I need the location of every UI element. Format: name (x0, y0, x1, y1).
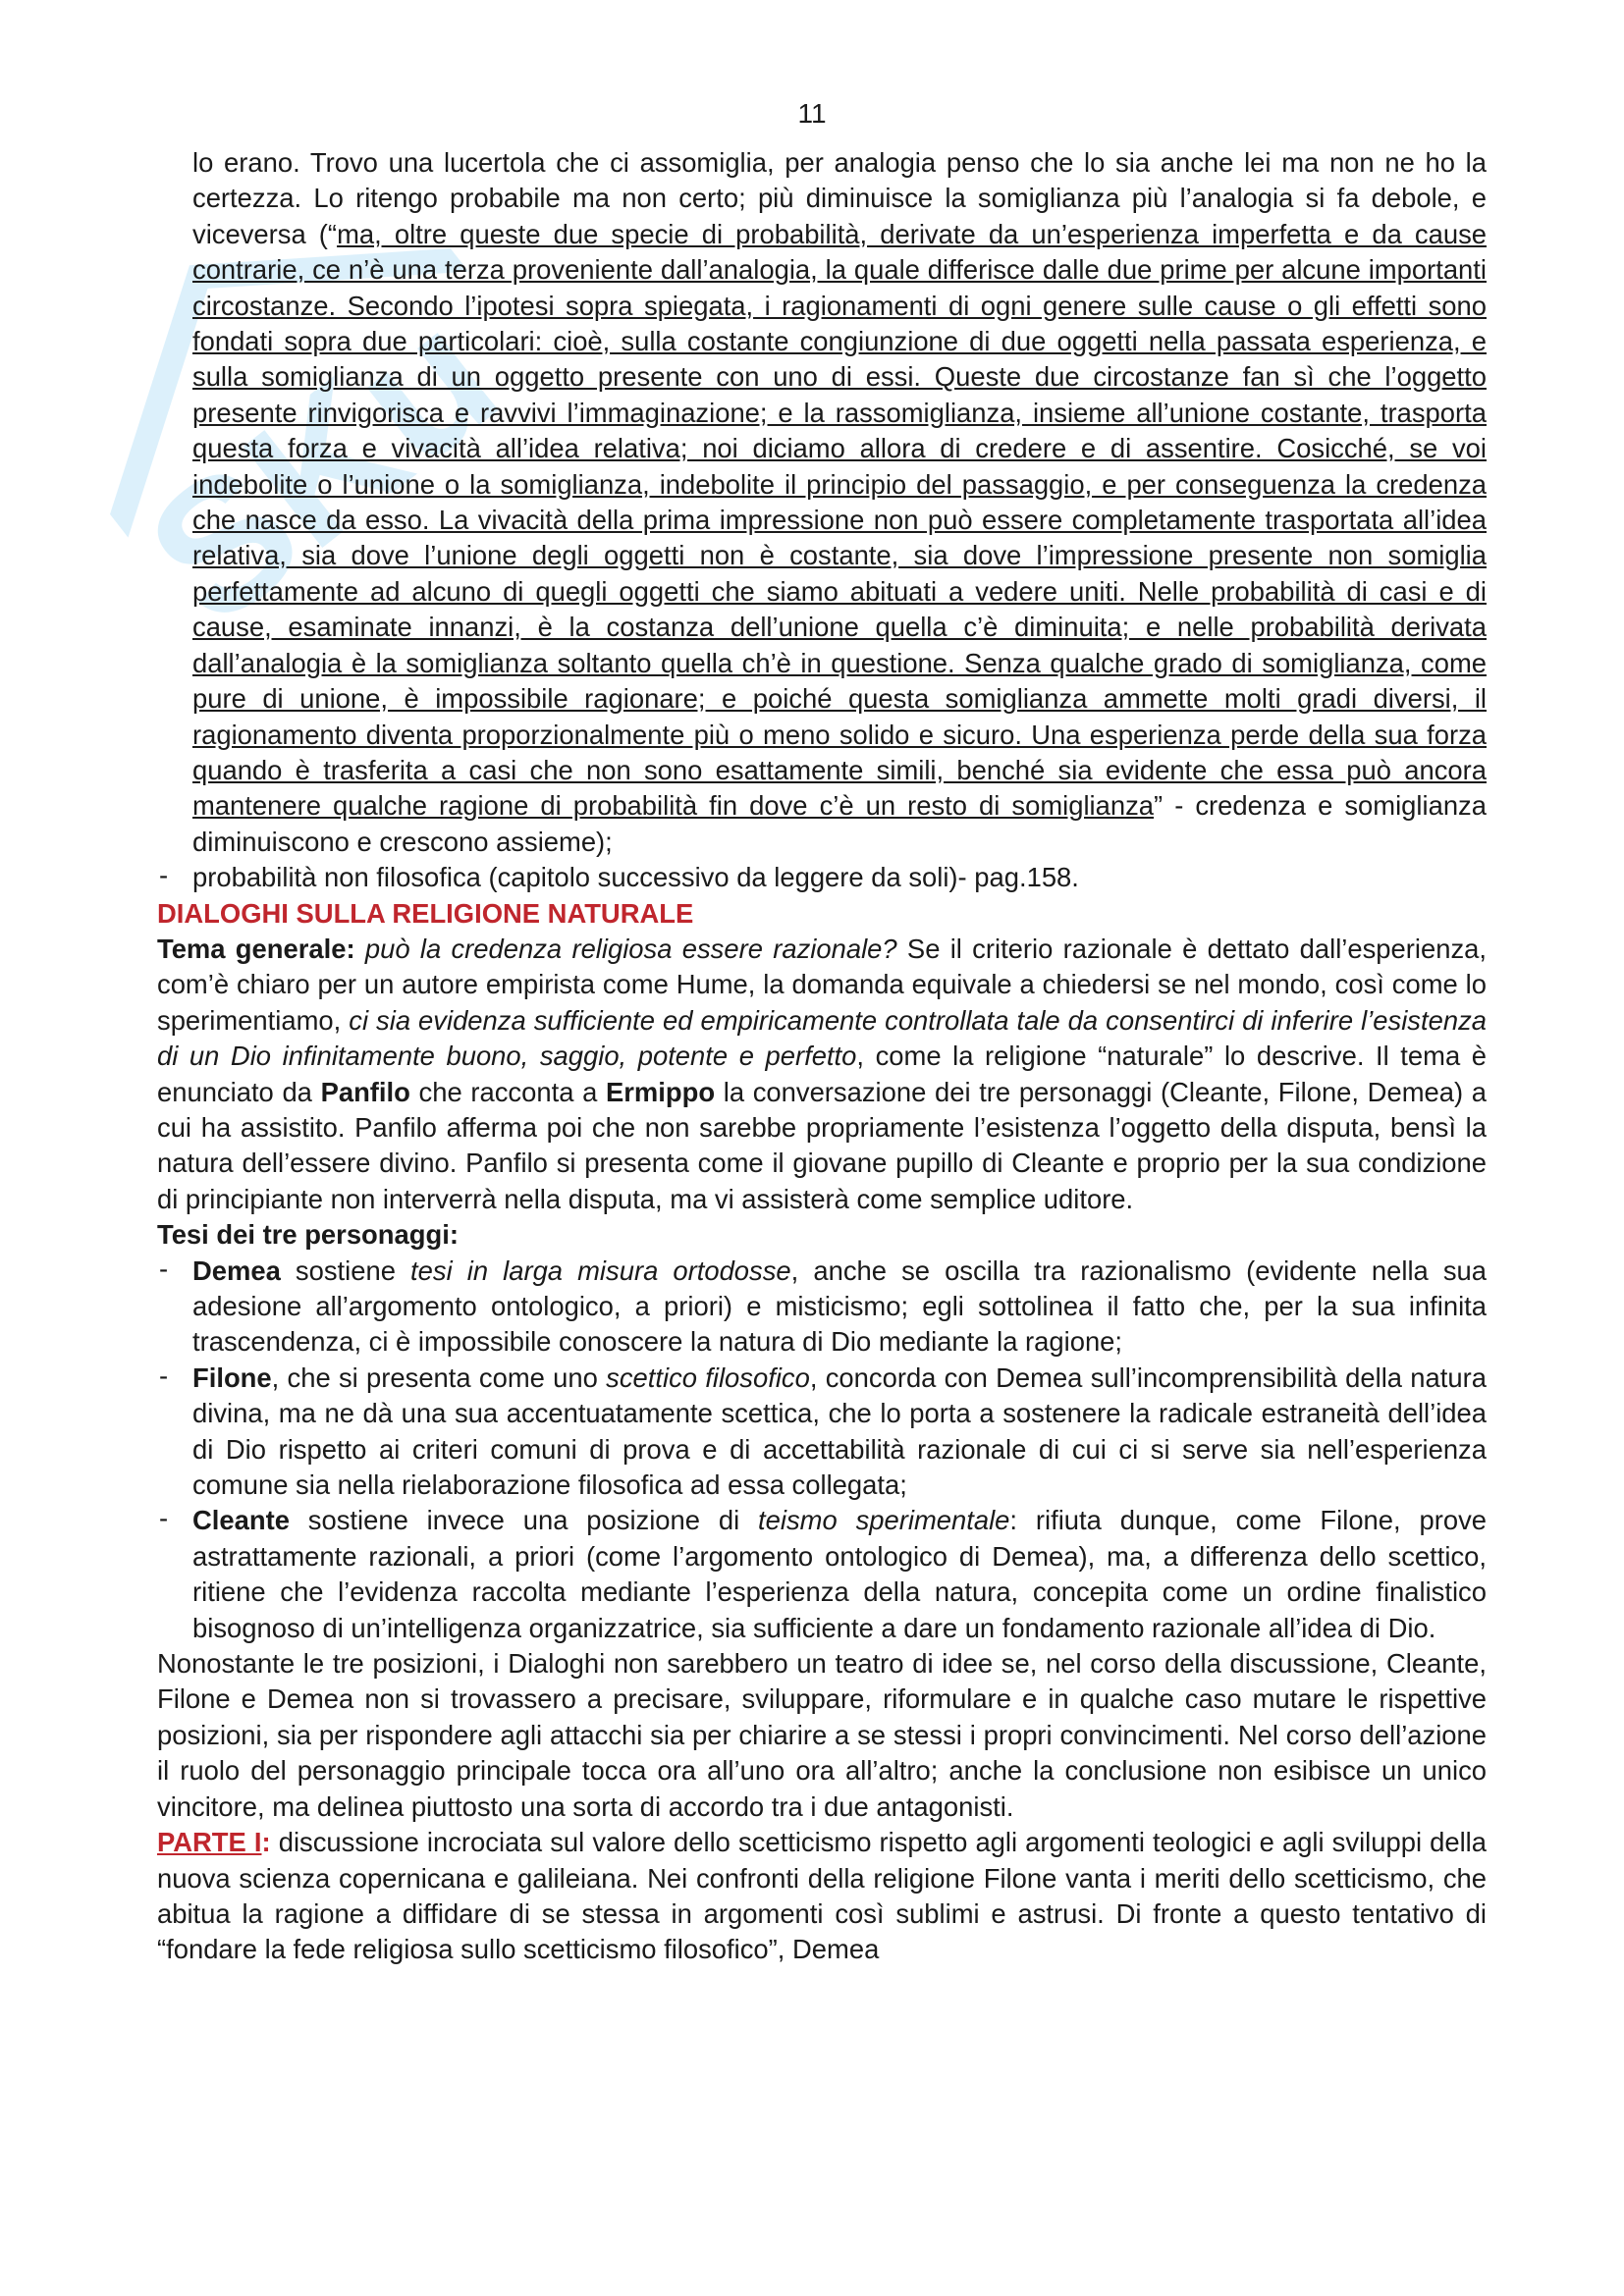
tema-italic: ci sia evidenza sufficiente ed empiricamente controllata tale da consentirci di inferire l’esistenza di un Dio infinitamente buono, saggio, potente e perfetto (157, 1004, 1487, 1072)
analogy-tail: ” - credenza e somiglianza diminuiscono e crescono assieme); (192, 790, 1487, 857)
cleante-post: : rifiuta dunque, come Filone, prove astrattamente razionali, a priori (come l’argomento ontologico di Demea), ma, a differenza dello scettico, ritiene che l’evidenza raccolta mediante l’esperienza della natura, concepita come un ordine finalistico bisognoso di un’intelligenza organizzatrice, sia sufficiente a dare un fondamento razionale all’idea di Dio. (192, 1505, 1487, 1643)
name-filone: Filone (192, 1362, 272, 1393)
parte-1-text: discussione incrociata sul valore dello scetticismo rispetto agli argomenti teologici e agli sviluppi della nuova scienza copernicana e galileiana. Nei confronti della religione Filone vanta i meriti dello scetticismo, che abitua la ragione a diffidare di se stessa in argomenti così sublimi e astrusi. Di fronte a questo tentativo di “fondare la fede religiosa sullo scetticismo filosofico”, Demea (157, 1827, 1487, 1965)
name-demea: Demea (192, 1255, 281, 1286)
filone-pre: , che si presenta come uno (271, 1362, 607, 1393)
filone-post: , concorda con Demea sull’incomprensibilità della natura divina, ma ne dà una sua accentuatamente scettica, che lo porta a sostenere la radicale estraneità dell’idea di Dio rispetto ai criteri comuni di prova e di accettabilità razionale di cui ci si serve sia nell’esperienza comune sia nella rielaborazione filosofica ad essa collegata; (192, 1362, 1487, 1501)
tema-text-2: , come la religione “naturale” lo descrive. Il tema è enunciato da (157, 1041, 1487, 1107)
cleante-italic: teismo sperimentale (758, 1505, 1010, 1536)
filone-italic: scettico filosofico (606, 1362, 810, 1393)
tema-text-4: la conversazione dei tre personaggi (Cleante, Filone, Demea) a cui ha assistito. Panfilo afferma poi che non sarebbe propriamente l’esistenza l’oggetto della disputa, bensì la natura dell’essere divino. Panfilo si presenta come il giovane pupillo di Cleante e proprio per la sua condizione di principiante non interverrà nella disputa, ma vi assisterà come semplice uditore. (157, 1076, 1487, 1214)
name-cleante: Cleante (192, 1505, 290, 1536)
tema-text-3: che racconta a (409, 1076, 606, 1107)
name-panfilo: Panfilo (320, 1076, 410, 1107)
list-item-cleante (157, 1503, 1487, 1646)
hume-quote: ma, oltre queste due specie di probabilità, derivate da un’esperienza imperfetta e da cause contrarie, ce n’è una terza proveniente dall’analogia, la quale differisce dalle due prime per alcune importanti circostanze. Secondo l’ipotesi sopra spiegata, i ragionamenti di ogni genere sulle cause o gli effetti sono fondati sopra due particolari: cioè, sulla costante congiunzione di due oggetti nella passata esperienza, e sulla somiglianza di un oggetto presente con uno di essi. Queste due circostanze fan sì che l’oggetto presente rinvigorisca e ravvivi l’immaginazione; e la rassomiglianza, insieme all’unione costante, trasporta questa forza e vivacità all’idea relativa; noi diciamo allora di credere e di assentire. Cosicché, se voi indebolite o l’unione o la somiglianza, indebolite il principio del passaggio, e per conseguenza la credenza che nasce da esso. La vivacità della prima impressione non può essere completamente trasportata all’idea relativa, sia dove l’unione degli oggetti non è costante, sia dove l’impressione presente non somiglia perfettamente ad alcuno di quegli oggetti che siamo abituati a vedere uniti. Nelle probabilità di casi e di cause, esaminate innanzi, è la costanza dell’unione quella c’è diminuita; e nelle probabilità derivata dall’analogia è la somiglianza soltanto quella ch’è in questione. Senza qualche grado di somiglianza, come pure di unione, è impossibile ragionare; e poiché questa somiglianza ammette molti gradi diversi, il ragionamento diventa proporzionalmente più o meno solido e sicuro. Una esperienza perde della sua forza quando è trasferita a casi che non sono esattamente simili, benché sia evidente che essa può ancora mantenere qualche ragione di probabilità fin dove c’è un resto di somiglianza (192, 218, 1488, 822)
svg-text:SKu: SKu (111, 270, 534, 665)
tema-label: Tema generale: (157, 933, 355, 964)
section-title: DIALOGHI SULLA RELIGIONE NATURALE (157, 897, 694, 929)
tema-text-1: Se il criterio razionale è dettato dall’esperienza, com’è chiaro per un autore empirista come Hume, la domanda equivale a chiedersi se nel mondo, così come lo sperimentiamo, (157, 933, 1487, 1036)
analogy-lead: lo erano. Trovo una lucertola che ci assomiglia, per analogia penso che lo sia anche lei ma non ne ho la certezza. Lo ritengo probabile ma non certo; più diminuisce la somiglianza più l’analogia si fa debole, e viceversa (“ (192, 147, 1487, 249)
parte-1-paragraph (157, 1825, 1487, 1968)
tema-paragraph (157, 932, 1487, 1217)
name-ermippo: Ermippo (605, 1076, 716, 1107)
cleante-pre: sostiene invece una posizione di (289, 1505, 759, 1536)
demea-post: , anche se oscilla tra razionalismo (evidente nella sua adesione all’argomento ontologico, a priori) e misticismo; egli sottolinea il fatto che, per la sua infinita trascendenza, ci è impossibile conoscere la natura di Dio mediante la ragione; (192, 1255, 1488, 1358)
parte-1-label: PARTE I (157, 1827, 262, 1858)
list-item-probability: - probabilità non filosofica (capitolo successivo da leggere da soli)- pag.158. (157, 860, 1487, 895)
nonostante-paragraph: Nonostante le tre posizioni, i Dialoghi non sarebbero un teatro di idee se, nel corso della discussione, Cleante, Filone e Demea non si trovassero a precisare, sviluppare, riformulare e in qualche caso mutare le rispettive posizioni, sia per rispondere agli attacchi sia per chiarire a se stessi i propri convincimenti. Nel corso dell’azione il ruolo del personaggio principale tocca ora all’uno ora all’altro; anche la conclusione non esibisce un unico vincitore, ma delinea piuttosto una sorta di accordo tra i due antagonisti. (157, 1648, 1487, 1822)
document-body (157, 145, 1487, 1968)
demea-italic: tesi in larga misura ortodosse (410, 1255, 791, 1286)
demea-pre: sostiene (280, 1255, 411, 1286)
analogy-paragraph (157, 145, 1487, 860)
list-item-filone (157, 1361, 1487, 1504)
page-number: 11 (797, 98, 827, 129)
parte-1-colon: : (261, 1827, 271, 1858)
tesi-title: Tesi dei tre personaggi: (157, 1219, 459, 1251)
tema-question: può la credenza religiosa essere razionale? (364, 933, 897, 964)
list-item-demea (157, 1254, 1487, 1361)
